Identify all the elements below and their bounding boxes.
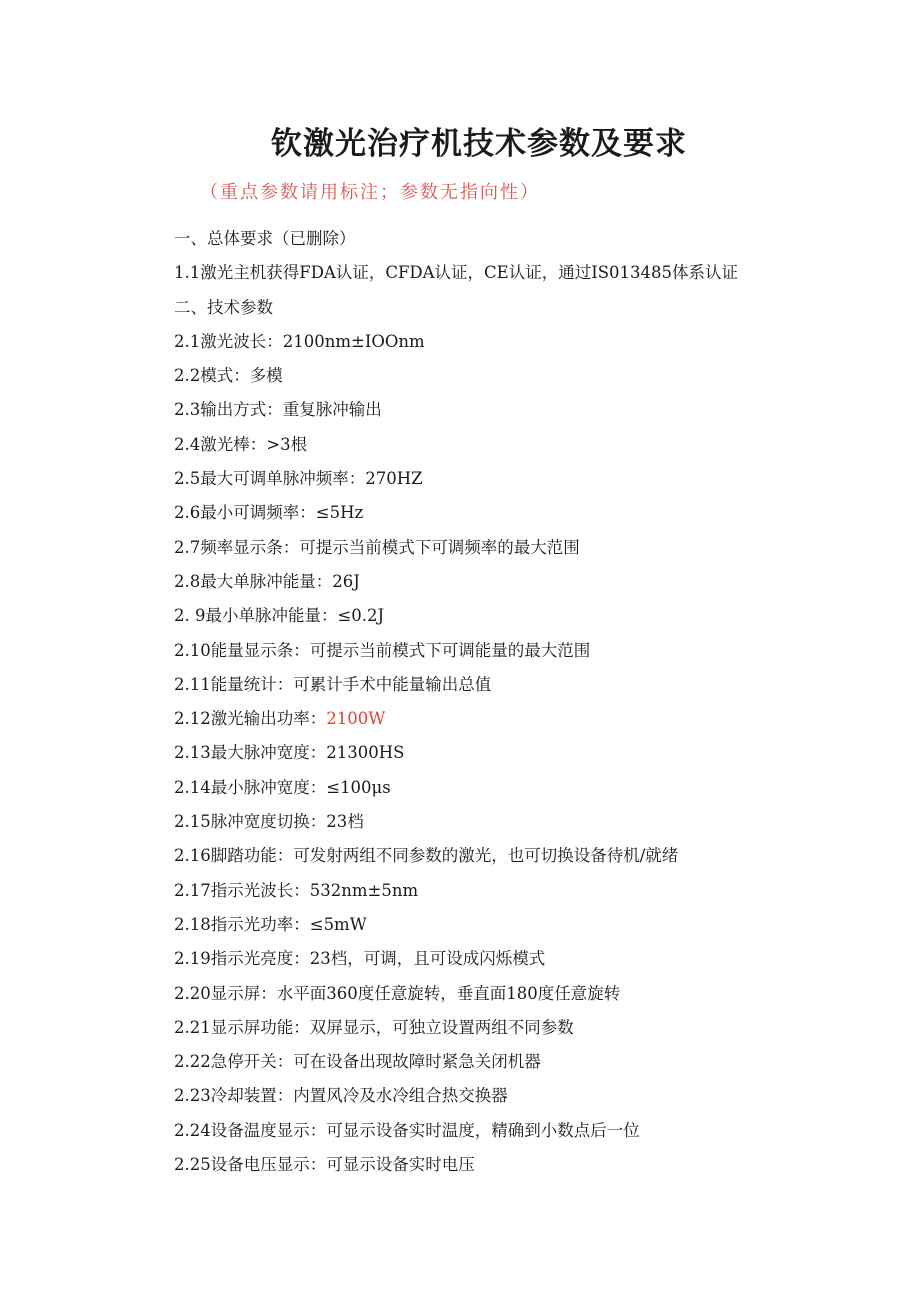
spec-line-highlight xyxy=(174,702,874,736)
spec-line: 一、总体要求（已删除） xyxy=(174,229,356,248)
spec-line: 2.16脚踏功能：可发射两组不同参数的激光，也可切换设备待机/就绪 xyxy=(174,846,679,866)
spec-line: 2.20显示屏：水平面360度任意旋转，垂直面180度任意旋转 xyxy=(174,983,621,1003)
spec-line: 二、技术参数 xyxy=(174,297,273,317)
spec-line: 2.5最大可调单脉冲频率：270HZ xyxy=(174,469,423,489)
spec-line: 2.2模式：多模 xyxy=(174,366,283,386)
document-title: 钦激光治疗机技术参数及要求 xyxy=(271,126,687,162)
spec-line: 1.1激光主机获得FDA认证，CFDA认证，CE认证，通过IS013485体系认证 xyxy=(174,263,739,283)
spec-line: 2.1激光波长：2100nm±IOOnm xyxy=(174,331,425,351)
spec-line: 2.10能量显示条：可提示当前模式下可调能量的最大范围 xyxy=(174,640,591,660)
spec-line-label: 2.12激光输出功率： xyxy=(174,709,327,729)
spec-line: 2.6最小可调频率：≤5Hz xyxy=(174,503,364,523)
spec-line: 2.19指示光亮度：23档，可调，且可设成闪烁模式 xyxy=(174,949,546,969)
spec-line: 2.18指示光功率：≤5mW xyxy=(174,914,367,934)
spec-line: 2.25设备电压显示：可显示设备实时电压 xyxy=(174,1155,475,1175)
spec-line: 2.3输出方式：重复脉冲输出 xyxy=(174,400,382,420)
spec-line-value: 2100W xyxy=(326,709,386,729)
spec-line: 2.14最小脉冲宽度：≤100μs xyxy=(174,777,391,797)
spec-line: 2.23冷却装置：内置风冷及水冷组合热交换器 xyxy=(174,1086,508,1106)
spec-list xyxy=(174,222,874,1182)
spec-line: 2.4激光棒：>3根 xyxy=(174,434,308,454)
spec-line: 2.8最大单脉冲能量：26J xyxy=(174,571,360,591)
spec-line: 2.17指示光波长：532nm±5nm xyxy=(174,880,419,900)
spec-line: 2.21显示屏功能：双屏显示，可独立设置两组不同参数 xyxy=(174,1017,574,1037)
spec-line: 2.22急停开关：可在设备出现故障时紧急关闭机器 xyxy=(174,1052,541,1072)
spec-line: 2.15脉冲宽度切换：23档 xyxy=(174,812,364,832)
document-note: （重点参数请用标注；参数无指向性） xyxy=(200,182,540,203)
spec-line: 2.13最大脉冲宽度：21300HS xyxy=(174,743,405,763)
spec-line: 2.11能量统计：可累计手术中能量输出总值 xyxy=(174,674,492,694)
spec-line: 2.7频率显示条：可提示当前模式下可调频率的最大范围 xyxy=(174,537,580,557)
spec-line: 2. 9最小单脉冲能量：≤0.2J xyxy=(174,606,385,626)
spec-line: 2.24设备温度显示：可显示设备实时温度，精确到小数点后一位 xyxy=(174,1120,640,1140)
